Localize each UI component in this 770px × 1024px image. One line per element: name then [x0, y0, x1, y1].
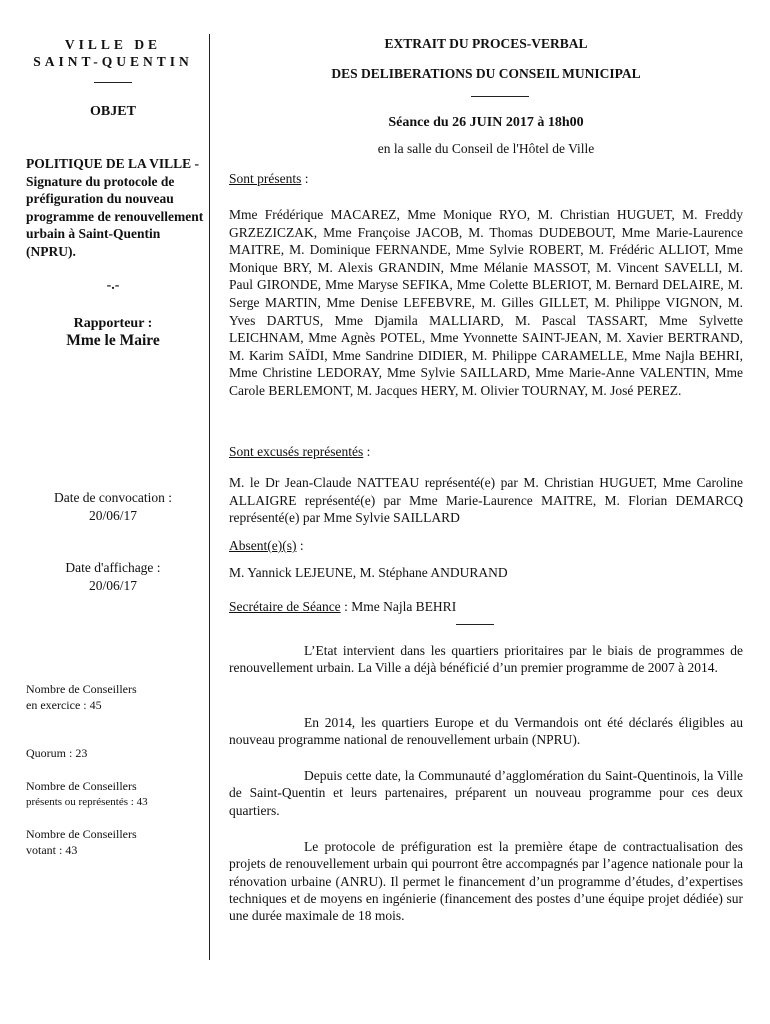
stat-exercice	[26, 681, 208, 713]
seance-location: en la salle du Conseil de l'Hôtel de Ville	[377, 141, 595, 156]
rapporteur-label: Rapporteur :	[73, 316, 153, 331]
stat-votant-line-2: votant : 43	[26, 843, 78, 857]
stat-presents	[26, 778, 208, 810]
rapporteur-name: Mme le Maire	[66, 332, 160, 349]
convocation-value: 20/06/17	[88, 508, 137, 523]
absents-list: M. Yannick LEJEUNE, M. Stéphane ANDURAND	[229, 565, 508, 580]
subject-title: POLITIQUE DE LA VILLE - Signature du protocole de préfiguration du nouveau programme de renouvellement urbain à Saint-Quentin (NPRU).	[26, 156, 204, 259]
doc-title: EXTRAIT DU PROCES-VERBAL	[384, 36, 588, 51]
stat-presents-line-2: présents ou représentés : 43	[26, 796, 148, 808]
city-line-1: VILLE DE	[64, 37, 162, 52]
affichage-date	[22, 559, 204, 595]
city-rule	[94, 82, 132, 83]
body-paragraph-1: L’Etat intervient dans les quartiers prioritaires par le biais de programmes de renouvellement urbain. La Ville a déjà bénéficié d’un premier programme de 2007 à 2014.	[229, 643, 743, 676]
city-line-2: SAINT-QUENTIN	[33, 54, 193, 69]
body-paragraph-3: Depuis cette date, la Communauté d’agglomération du Saint-Quentinois, la Ville de Saint-Quentin et leurs partenaires, préparent un nouveau programme pour ces deux quartiers.	[229, 768, 743, 818]
stat-votant	[26, 826, 208, 858]
presents-label: Sont présents	[229, 171, 302, 186]
excuses-list: M. le Dr Jean-Claude NATTEAU représenté(e) par M. Christian HUGUET, Mme Caroline ALLAIGRE représenté(e) par Mme Marie-Laurence MAITRE, M. Florian DEMARCQ représenté(e) par Mme Sylvie SAILLARD	[229, 475, 743, 526]
city-name	[22, 36, 204, 70]
body-paragraph-4: Le protocole de préfiguration est la première étape de contractualisation des projets de renouvellement urbain qui pourront être accompagnés par l’agence nationale pour la rénovation urbaine (ANRU). Il permet le financement d’un programme d’études, d’expertises techniques et de moyens en ingénierie (financement des postes d’une équipe projet dédiée) sur une durée maximale de 18 mois.	[229, 839, 743, 924]
seance-date: Séance du 26 JUIN 2017 à 18h00	[388, 115, 584, 130]
rapporteur-block	[22, 315, 204, 349]
body-paragraph-2: En 2014, les quartiers Europe et du Vermandois ont été déclarés éligibles au nouveau programme national de renouvellement urbain (NPRU).	[229, 715, 743, 748]
convocation-label: Date de convocation :	[53, 490, 173, 505]
secretaire-line: Secrétaire de Séance : Mme Najla BEHRI	[229, 599, 457, 614]
presents-list: Mme Frédérique MACAREZ, Mme Monique RYO, M. Christian HUGUET, M. Freddy GRZEZICZAK, Mme Françoise JACOB, M. Thomas DUDEBOUT, Mme Marie-Laurence MAITRE, M. Dominique FERNANDE, Mme Sylvie ROBERT, M. Frédéric ALLIOT, Mme Monique BRY, M. Alexis GRANDIN, Mme Mélanie MASSOT, M. Vincent SAVELLI, M. Paul GIRONDE, Mme Maryse SEFIKA, Mme Colette BLERIOT, M. Bernard DELAIRE, M. Serge MARTIN, Mme Denise LEFEBVRE, M. Gilles GILLET, M. Philippe VIGNON, M. Yves DARTUS, Mme Djamila MALLIARD, M. Pascal TASSART, Mme Sylvette LEICHNAM, Mme Agnès POTEL, Mme Yvonnette SAINT-JEAN, M. Xavier BERTRAND, M. Karim SAÏDI, Mme Sandrine DIDIER, M. Philippe CARAMELLE, Mme Najla BEHRI, Mme Christine LEDORAY, Mme Sylvie SAILLARD, Mme Marie-Anne VALENTIN, Mme Carole BERLEMONT, M. Jacques HERY, M. Olivier TOURNAY, M. José PEREZ.	[229, 207, 743, 398]
title-rule	[471, 96, 529, 97]
affichage-value: 20/06/17	[88, 578, 137, 593]
absents-heading: Absent(e)(s) :	[229, 538, 304, 553]
separator-mark: -.-	[106, 278, 120, 293]
column-divider	[209, 34, 210, 960]
affichage-label: Date d'affichage :	[65, 560, 161, 575]
presents-heading: Sont présents :	[229, 171, 309, 186]
excuses-label: Sont excusés représentés	[229, 444, 364, 459]
absents-label: Absent(e)(s)	[229, 538, 297, 553]
stat-exercice-line-2: en exercice : 45	[26, 698, 102, 712]
stat-exercice-line-1: Nombre de Conseillers	[26, 682, 137, 696]
secretaire-name: Mme Najla BEHRI	[351, 599, 457, 614]
doc-subtitle: DES DELIBERATIONS DU CONSEIL MUNICIPAL	[331, 66, 641, 81]
convocation-date	[22, 489, 204, 525]
stat-presents-line-1: Nombre de Conseillers	[26, 779, 137, 793]
excuses-heading: Sont excusés représentés :	[229, 444, 371, 459]
stat-quorum: Quorum : 23	[26, 746, 88, 760]
secretaire-label: Secrétaire de Séance	[229, 599, 341, 614]
stat-votant-line-1: Nombre de Conseillers	[26, 827, 137, 841]
objet-label: OBJET	[90, 104, 136, 119]
secretaire-rule	[456, 624, 494, 625]
